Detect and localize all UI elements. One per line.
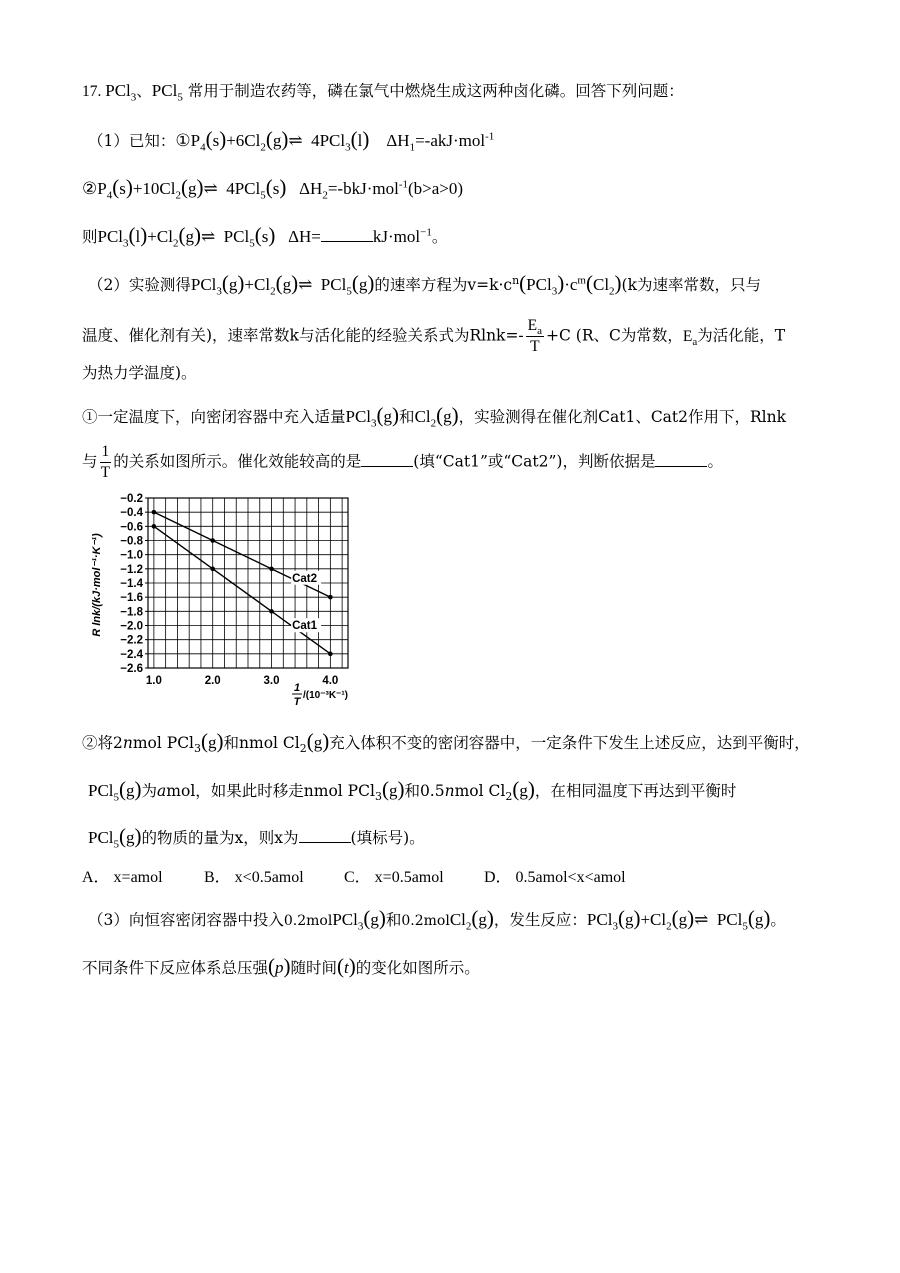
y-tick-label: −2.2 [120,634,143,647]
part3-line2: 不同条件下反应体系总压强(p)随时间(t)的变化如图所示。 [82,954,480,978]
y-tick-label: −0.2 [120,493,143,505]
equation-3: 则$PCl_3(l)+Cl_2(g)\rightleftharpoons$ PCl$_5$(s) ΔH= kJ·mol$^{-1}$。 [82,223,448,250]
answer-blank-catalyst[interactable] [361,466,413,467]
y-tick-label: −0.4 [120,507,143,520]
x-axis-label-num: 1 [293,682,301,694]
options-row [82,867,626,889]
x-axis-label: /(10⁻³K⁻¹) [303,690,348,701]
option-d[interactable]: D． 0.5amol<x<amol [484,869,626,886]
part2-2-line1: ②将2nmol PCl$_3$(g)和nmol $Cl_2(g)$充入体积不变的密闭容器中，一定条件下发生上述反应，达到平衡时， [82,729,810,756]
part2-line3: 为热力学温度)。 [82,364,197,382]
y-tick-label: −1.4 [120,578,143,590]
y-tick-label: −2.4 [120,648,143,661]
answer-blank-x[interactable] [299,842,351,843]
option-c[interactable]: C． x=0.5amol [344,869,444,886]
data-point-cat1 [328,652,333,657]
data-point-cat1 [269,609,274,614]
y-tick-label: −0.6 [120,521,143,534]
x-tick-label: 3.0 [263,675,280,687]
data-point-cat1 [210,567,215,572]
part2-1-line1: ①一定温度下，向密闭容器中充入适量PCl$_3$(g)和$Cl_2(g)$，实验测得在催化剂Cat1、Cat2作用下，Rlnk [82,403,787,430]
y-tick-label: −2.0 [120,620,143,633]
equation-1: （1）已知：$①P_4(s)+6Cl_2(g)\rightleftharpoons$ 4PCl$_3$(l) $\Delta H_1=-akJ\cdot mol^{-1}$ [88,127,495,154]
data-point-cat1 [152,524,157,529]
question-title: 17. PCl$_3$、PCl$_5$ 常用于制造农药等，磷在氯气中燃烧生成这两种卤化磷。回答下列问题： [82,81,684,104]
equation-2: $②P_4(s)+10Cl_2(g)\rightleftharpoons$ 4PCl$_5$(s) $\Delta H_2=-bkJ\cdot mol^{-1}(b>a>0)$ [82,175,464,202]
y-axis-label: R lnk/(kJ·mol⁻¹·K⁻¹) [91,533,103,637]
x-tick-label: 1.0 [145,675,162,687]
option-a[interactable]: A． x=amol [82,869,163,886]
y-tick-labels [120,493,148,675]
part3-line1: （3）向恒容密闭容器中投入0.2molPCl$_3$(g)和0.2molCl$_2$(g)，发生反应：$PCl_3(g)+Cl_2(g)\rightleftharpoons$ PCl$_5$(g)。 [88,906,786,933]
rlnk-vs-inverse-t-chart [80,490,380,710]
x-tick-labels [146,675,338,687]
option-b[interactable]: B． x<0.5amol [204,869,304,886]
part2-line1: （2）实验测得$PCl_3(g)+Cl_2(g)\rightleftharpoons$ PCl$_5$(g)的速率方程为$v=k\cdot c^n(PCl_3)\cdot c^m(Cl_2)(k$为速率常数，只与 [88,271,761,298]
part2-2-line3: PCl$_5$(g)的物质的量为x，则x为 (填标号)。 [88,824,425,851]
series-label-cat2: Cat2 [292,572,318,585]
y-tick-label: −1.8 [120,606,143,619]
data-point-cat2 [269,567,274,572]
x-axis-label-den: T [293,696,301,708]
x-tick-label: 4.0 [322,675,339,687]
data-point-cat2 [328,595,333,600]
series-line-cat1 [154,526,330,654]
part2-2-line2: PCl$_5$(g)为amol，如果此时移走nmol PCl$_3$(g)和0.5nmol $Cl_2(g)$，在相同温度下再达到平衡时 [88,777,737,804]
y-tick-label: −0.8 [120,535,143,548]
x-tick-label: 2.0 [204,675,221,687]
answer-blank-dh[interactable] [321,241,373,242]
y-tick-label: −2.6 [120,663,143,675]
y-tick-label: −1.2 [120,563,143,576]
series-label-cat1: Cat1 [292,620,318,633]
data-point-cat2 [152,510,157,515]
y-tick-label: −1.6 [120,592,143,605]
y-tick-label: −1.0 [120,549,143,562]
data-point-cat2 [210,538,215,543]
part2-1-line2: 与 $\frac{1}{T}$ 的关系如图所示。催化效能较高的是 (填“Cat1”或“Cat2”)，判断依据是 。 [82,443,723,481]
part2-line2: 温度、催化剂有关)，速率常数k与活化能的经验关系式为Rlnk=- $\frac{E_a}{T}$ +C (R、C为常数，$E_a$为活化能，T [82,317,786,355]
answer-blank-reason[interactable] [655,466,707,467]
